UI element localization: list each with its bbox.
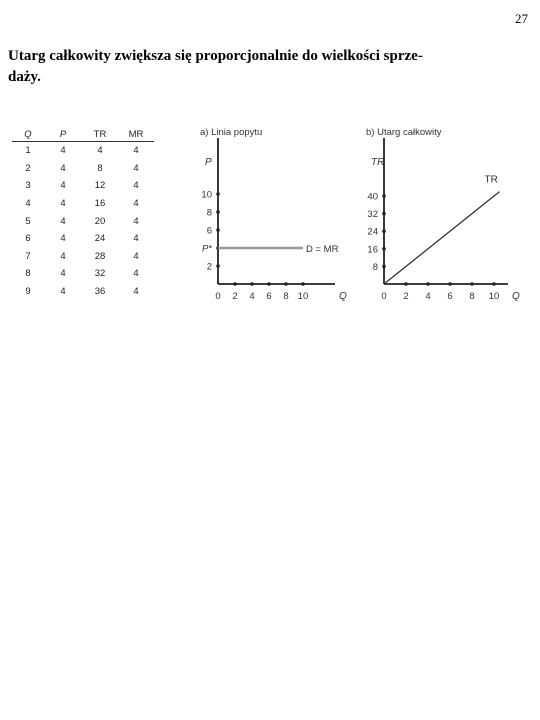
table-cell-p: 4 (60, 180, 66, 192)
y-tick-mark (216, 192, 220, 196)
y-tick-mark (382, 229, 386, 233)
table-cell-p: 4 (60, 198, 66, 210)
table-cell-q: 5 (25, 215, 31, 227)
y-tick-mark (216, 228, 220, 232)
x-tick-label: 4 (425, 291, 431, 302)
y-tick-label: 8 (206, 207, 212, 219)
table-cell-tr: 4 (97, 145, 103, 157)
table-cell-q: 8 (25, 268, 31, 280)
table-cell-mr: 4 (133, 268, 139, 280)
x-tick-label: 8 (469, 291, 475, 302)
chart-title: a) Linia popytu (200, 127, 263, 138)
series-line (384, 192, 500, 284)
y-axis-label: P (205, 157, 212, 168)
x-tick-label: 10 (297, 291, 309, 302)
x-tick-label: 10 (488, 291, 500, 302)
table-cell-mr: 4 (133, 162, 139, 174)
table-cell-tr: 36 (94, 286, 106, 298)
figure-charts (0, 118, 540, 318)
table-cell-p: 4 (60, 162, 66, 174)
x-tick-mark (250, 282, 254, 286)
y-tick-mark (382, 194, 386, 198)
y-tick-label: 40 (367, 191, 378, 203)
table-cell-tr: 8 (97, 162, 103, 174)
y-tick-label: 10 (201, 189, 212, 201)
y-tick-mark (382, 212, 386, 216)
table-cell-q: 9 (25, 286, 31, 298)
x-tick-label: 2 (232, 291, 238, 302)
table-cell-q: 3 (25, 180, 31, 192)
x-tick-label: 2 (403, 291, 409, 302)
table-cell-q: 2 (25, 162, 31, 174)
heading-line-1: Utarg całkowity zwiększa się proporcjonalnie do wielkości sprze- (8, 48, 423, 64)
x-tick-mark (492, 282, 496, 286)
table-cell-q: 7 (25, 250, 31, 262)
x-tick-label: 0 (215, 291, 221, 302)
x-axis-label: Q (339, 291, 347, 302)
table-cell-mr: 4 (133, 250, 139, 262)
y-tick-label: P* (201, 243, 212, 255)
paragraph-heading (8, 46, 532, 88)
x-tick-label: 6 (447, 291, 453, 302)
table-cell-tr: 28 (94, 250, 106, 262)
table-cell-p: 4 (60, 268, 66, 280)
table-cell-mr: 4 (133, 233, 139, 245)
y-tick-label: 6 (206, 225, 212, 237)
y-tick-label: 2 (206, 261, 212, 273)
table-cell-mr: 4 (133, 215, 139, 227)
x-tick-label: 4 (249, 291, 255, 302)
charts-svg (0, 118, 540, 318)
table-cell-p: 4 (60, 250, 66, 262)
table-cell-p: 4 (60, 215, 66, 227)
y-tick-label: 24 (367, 226, 378, 238)
x-tick-label: 8 (283, 291, 289, 302)
x-tick-mark (284, 282, 288, 286)
table-cell-q: 6 (25, 233, 31, 245)
table-cell-mr: 4 (133, 198, 139, 210)
x-tick-mark (470, 282, 474, 286)
x-tick-label: 6 (266, 291, 272, 302)
table-cell-tr: 20 (94, 215, 106, 227)
y-tick-label: 32 (367, 209, 378, 221)
x-tick-mark (233, 282, 237, 286)
y-tick-mark (216, 210, 220, 214)
x-tick-mark (448, 282, 452, 286)
chart-title: b) Utarg całkowity (366, 127, 442, 138)
table-cell-tr: 32 (94, 268, 106, 280)
y-axis-label: TR (371, 157, 385, 168)
table-cell-tr: 12 (94, 180, 106, 192)
table-cell-mr: 4 (133, 180, 139, 192)
table-cell-q: 1 (25, 145, 31, 157)
page-number: 27 (515, 11, 528, 26)
heading-line-2: daży. (8, 69, 41, 85)
series-label: TR (484, 174, 498, 186)
y-tick-mark (382, 247, 386, 251)
x-tick-mark (404, 282, 408, 286)
series-label: D = MR (306, 244, 339, 255)
table-header-tr: TR (82, 127, 118, 142)
x-tick-mark (267, 282, 271, 286)
table-cell-p: 4 (60, 286, 66, 298)
table-cell-tr: 24 (94, 233, 106, 245)
table-cell-p: 4 (60, 145, 66, 157)
table-cell-q: 4 (25, 198, 31, 210)
table-header-mr: MR (118, 127, 154, 142)
table-cell-p: 4 (60, 233, 66, 245)
y-tick-label: 8 (372, 261, 378, 273)
y-tick-mark (382, 265, 386, 269)
x-tick-mark (426, 282, 430, 286)
table-cell-mr: 4 (133, 145, 139, 157)
table-cell-tr: 16 (94, 198, 106, 210)
y-tick-label: 16 (367, 244, 378, 256)
x-tick-mark (301, 282, 305, 286)
table-header-p: P (44, 127, 82, 142)
table-header-q: Q (12, 127, 44, 142)
x-tick-label: 0 (381, 291, 387, 302)
table-cell-mr: 4 (133, 286, 139, 298)
y-tick-mark (216, 264, 220, 268)
x-axis-label: Q (512, 291, 520, 302)
